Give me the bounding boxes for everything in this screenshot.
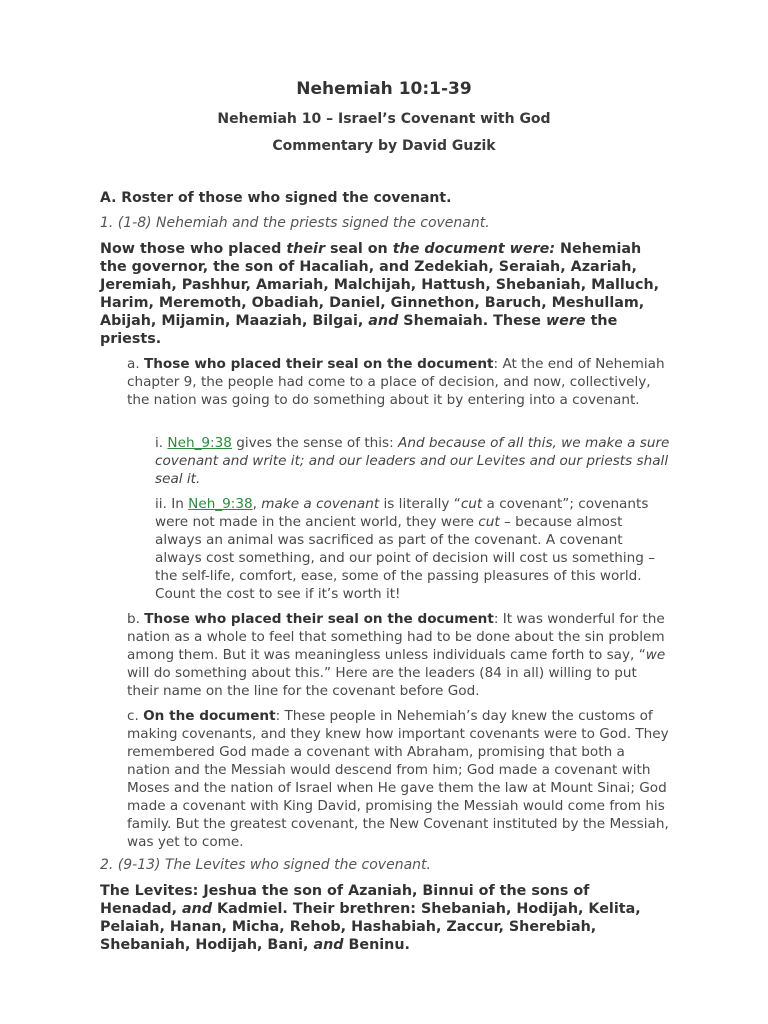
- page-title: Nehemiah 10:1-39: [296, 79, 472, 99]
- section-heading: A. Roster of those who signed the covenant.: [100, 190, 452, 206]
- commentary-para-a-ii: ii. In Neh_9:38, make a covenant is literally “cut a covenant”; covenants were not made in the ancient world, they were cut – because almost always an animal was sacrificed as part of the covenant. A covenant always cost something, and our point of decision will cost us something – the self-life, comfort, ease, some of the passing pleasures of this world. Count the cost to see if it’s worth it!: [155, 496, 656, 602]
- scripture-passage: Now those who placed their seal on the document were: Nehemiah the governor, the son of Hacaliah, and Zedekiah, Seraiah, Azariah, Jeremiah, Pashhur, Amariah, Malchijah, Hattush, Shebaniah, Malluch, Harim, Meremoth, Obadiah, Daniel, Ginnethon, Baruch, Meshullam, Abijah, Mijamin, Maaziah, Bilgai, and Shemaiah. These were the priests.: [100, 241, 660, 347]
- commentary-para-c: c. On the document: These people in Nehemiah’s day knew the customs of making covenants, and they knew how important covenants were to God. They remembered God made a covenant with Abraham, promising that both a nation and the Messiah would descend from him; God made a covenant with Moses and the nation of Israel when He gave them the law at Mount Sinai; God made a covenant with King David, promising the Messiah would come from his family. But the greatest covenant, the New Covenant instituted by the Messiah, was yet to come.: [127, 708, 669, 850]
- author-line: Commentary by David Guzik: [272, 138, 496, 154]
- scripture-link[interactable]: Neh_9:38: [167, 435, 232, 451]
- page-subtitle: Nehemiah 10 – Israel’s Covenant with God: [217, 111, 551, 127]
- commentary-para-a: a. Those who placed their seal on the document: At the end of Nehemiah chapter 9, the people had come to a place of decision, and now, collectively, the nation was going to do something about it by entering into a covenant.: [127, 356, 665, 408]
- commentary-para-b: b. Those who placed their seal on the document: It was wonderful for the nation as a whole to feel that something had to be done about the sin problem among them. But it was meaningless unless individuals came forth to say, “we will do something about this.” Here are the leaders (84 in all) willing to put their name on the line for the covenant before God.: [127, 611, 666, 699]
- scripture-link[interactable]: Neh_9:38: [188, 496, 253, 512]
- scripture-passage: The Levites: Jeshua the son of Azaniah, Binnui of the sons of Henadad, and Kadmiel. Their brethren: Shebaniah, Hodijah, Kelita, Pelaiah, Hanan, Micha, Rehob, Hashabiah, Zaccur, Sherebiah, Shebaniah, Hodijah, Bani, and Beninu.: [100, 883, 641, 953]
- point-heading: 1. (1-8) Nehemiah and the priests signed the covenant.: [100, 215, 490, 231]
- commentary-para-a-i: i. Neh_9:38 gives the sense of this: And because of all this, we make a sure covenant and write it; and our leaders and our Levites and our priests shall seal it.: [155, 435, 670, 487]
- point-heading: 2. (9-13) The Levites who signed the covenant.: [100, 857, 431, 873]
